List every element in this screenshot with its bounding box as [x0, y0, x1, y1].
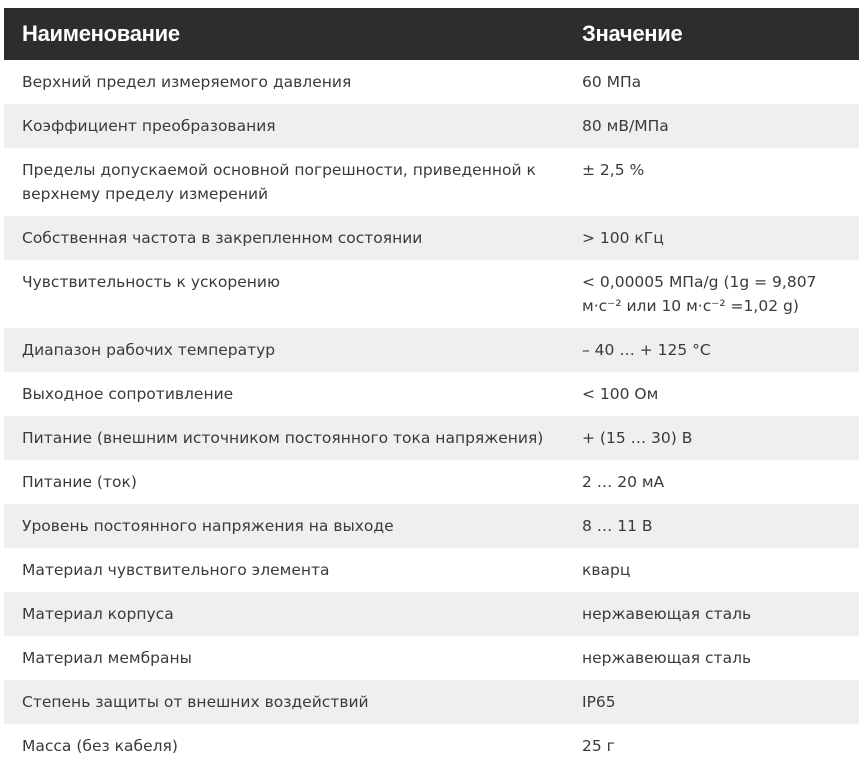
table-body	[4, 60, 859, 768]
table-row	[4, 460, 859, 504]
param-value: 8 … 11 В	[582, 517, 653, 535]
param-name: Пределы допускаемой основной погрешности, приведенной к верхнему пределу измерений	[22, 161, 536, 203]
param-value: > 100 кГц	[582, 229, 664, 247]
param-name: Степень защиты от внешних воздействий	[22, 693, 369, 711]
param-value: < 100 Ом	[582, 385, 659, 403]
param-value: 60 МПа	[582, 73, 642, 91]
table-row	[4, 260, 859, 328]
param-name: Верхний предел измеряемого давления	[22, 73, 352, 91]
param-name: Коэффициент преобразования	[22, 117, 276, 135]
param-value: – 40 … + 125 °C	[582, 341, 711, 359]
table-row	[4, 216, 859, 260]
param-value: нержавеющая сталь	[582, 649, 752, 667]
table-header	[4, 8, 859, 60]
table-row	[4, 592, 859, 636]
table-row	[4, 148, 859, 216]
param-value: IP65	[582, 693, 616, 711]
param-value: 80 мВ/МПа	[582, 117, 669, 135]
param-name: Материал корпуса	[22, 605, 174, 623]
header-row	[4, 8, 859, 60]
param-name: Диапазон рабочих температур	[22, 341, 276, 359]
param-name: Собственная частота в закрепленном состоянии	[22, 229, 423, 247]
table-row	[4, 328, 859, 372]
param-name: Масса (без кабеля)	[22, 737, 178, 755]
specifications-table	[4, 8, 859, 768]
table-row	[4, 636, 859, 680]
param-value: ± 2,5 %	[582, 161, 645, 179]
param-name: Питание (внешним источником постоянного тока напряжения)	[22, 429, 544, 447]
param-name: Выходное сопротивление	[22, 385, 234, 403]
header-value: Значение	[582, 21, 683, 46]
table-row	[4, 416, 859, 460]
table-row	[4, 680, 859, 724]
table-row	[4, 60, 859, 104]
table-row	[4, 504, 859, 548]
table-row	[4, 372, 859, 416]
param-name: Материал мембраны	[22, 649, 192, 667]
param-name: Питание (ток)	[22, 473, 137, 491]
param-value: кварц	[582, 561, 631, 579]
param-name: Чувствительность к ускорению	[22, 273, 280, 291]
table-row	[4, 724, 859, 768]
param-value: + (15 … 30) В	[582, 429, 693, 447]
table-row	[4, 104, 859, 148]
param-value: < 0,00005 МПа/g (1g = 9,807 м·с⁻² или 10 м·с⁻² =1,02 g)	[582, 273, 817, 315]
param-value: нержавеющая сталь	[582, 605, 752, 623]
header-name: Наименование	[22, 21, 180, 46]
spec-table-container	[4, 8, 859, 768]
param-value: 2 … 20 мА	[582, 473, 665, 491]
param-name: Уровень постоянного напряжения на выходе	[22, 517, 394, 535]
table-row	[4, 548, 859, 592]
param-name: Материал чувствительного элемента	[22, 561, 330, 579]
param-value: 25 г	[582, 737, 615, 755]
